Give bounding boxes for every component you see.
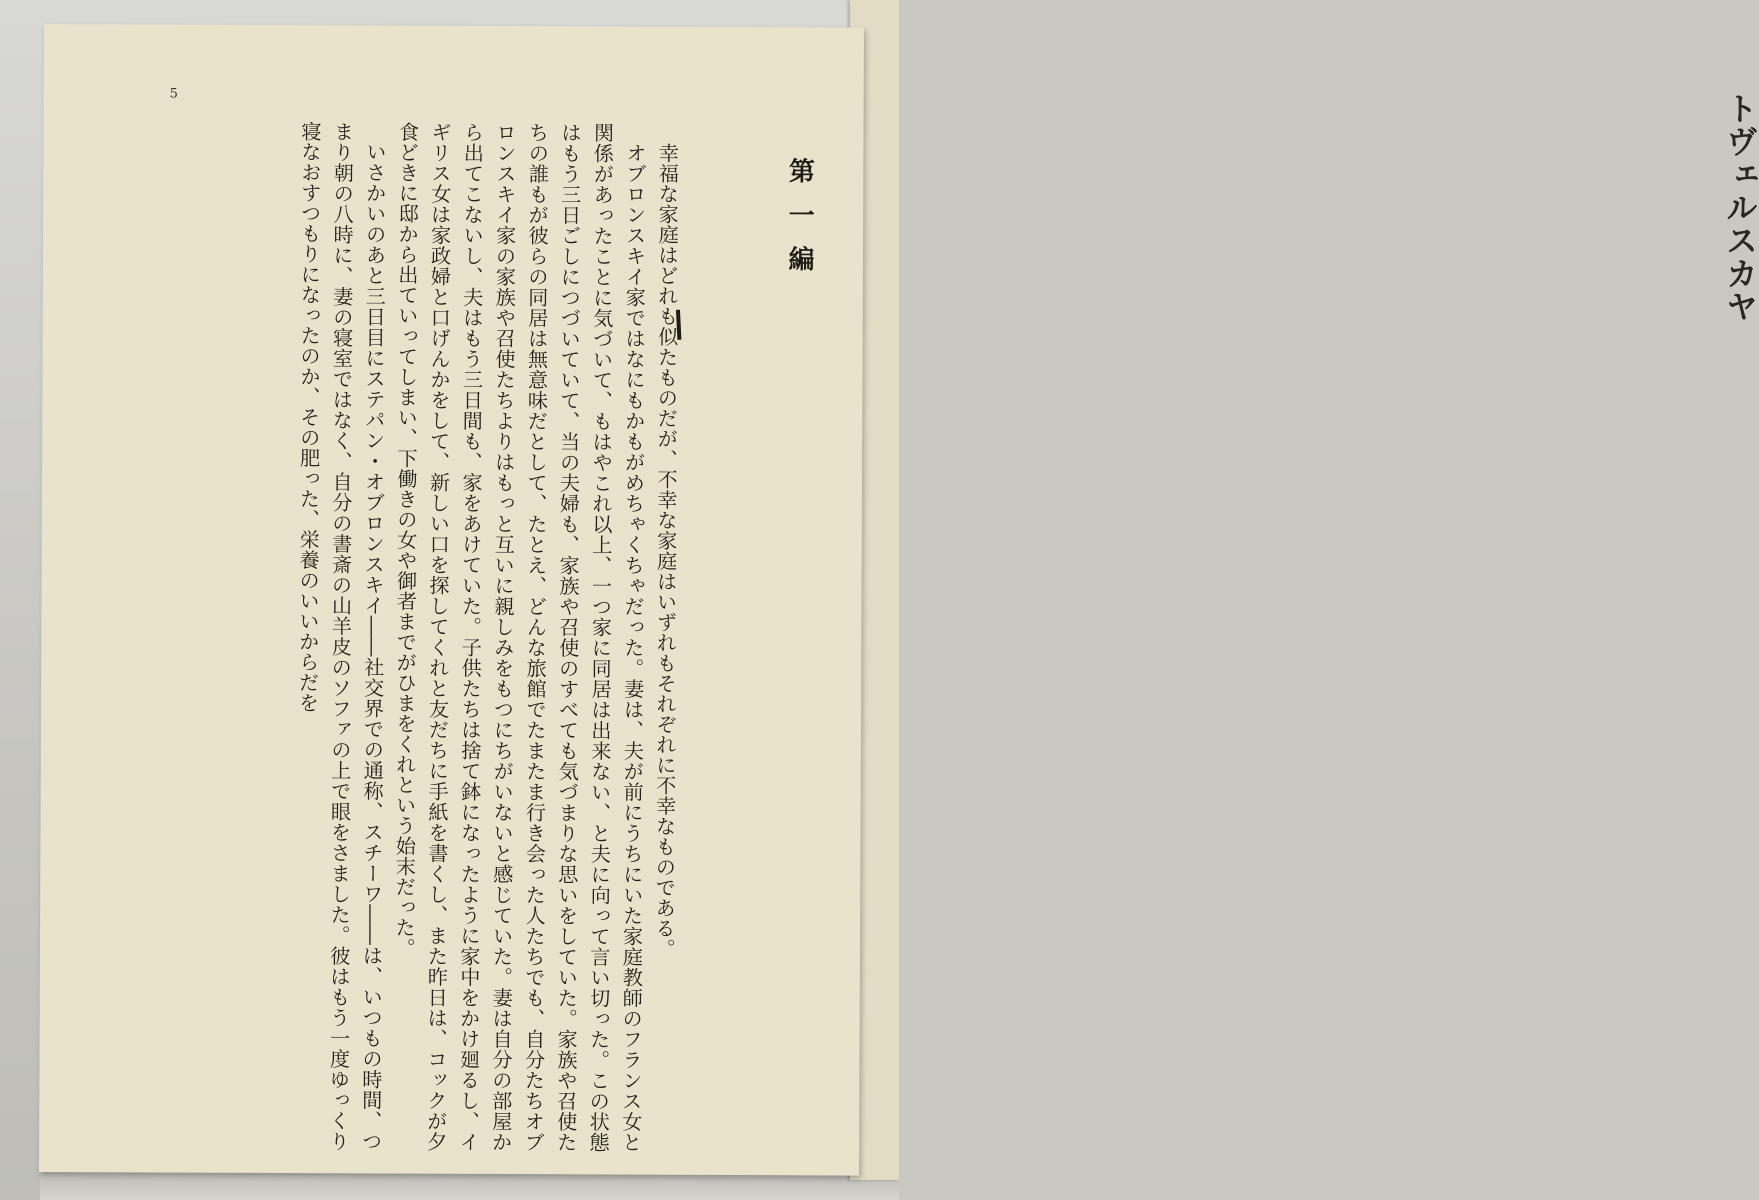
paragraph-2: オブロンスキイ家ではなにもかもがめちゃくちゃだった。妻は、夫が前にうちにいた家庭教師のフランス女と関係があったことに気づいて、もはやこれ以上、一つ家に同居は出来ない、と夫に向って言い切った。この状態はもう三日ごしにつづいていて、当の夫婦も、家族や召使のすべても気づまりな思いをしていた。家族や召使たちの誰もが彼らの同居は無意味だとして、たとえ、どんな旅館でたまたま行き会った人たちでも、自分たちオブロンスキイ家の家族や召使たちよりはもっと互いに親しみをもつにちがいないと感じていた。妻は自分の部屋から出てこないし、夫はもう三日間も、家をあけていた。子供たちは捨て鉢になったように家中をかけ廻るし、イギリス女は家政婦と口げんかをして、新しい口を探してくれと友だちに手紙を書くし、また昨日は、コックが夕食どきに邸から出ていってしまい、下働きの女や御者までがひまをくれという始末だった。 (391, 121, 647, 1153)
paragraph-1: 幸福な家庭はどれも似たものだが、不幸な家庭はいずれもそれぞれに不幸なものである。 (651, 142, 680, 959)
heading-block (729, 157, 820, 357)
part-title: 第一編 (783, 157, 815, 290)
paragraph-3: いさかいのあと三日目にステパン・オブロンスキイ――社交界での通称、スチーワ――は、いつもの時間、つまり朝の八時に、妻の寝室ではなく、自分の書斎の山羊皮のソファの上で眼をさました。彼はもう一度ゆっくり寝なおすつもりになったのか、その肥った、栄養のいいからだを (295, 121, 387, 1152)
adjacent-page-text: トヴェルスカヤ (1721, 92, 1759, 323)
body-text (159, 121, 683, 1153)
book-page (39, 24, 864, 1176)
page-number: 5 (169, 86, 179, 102)
